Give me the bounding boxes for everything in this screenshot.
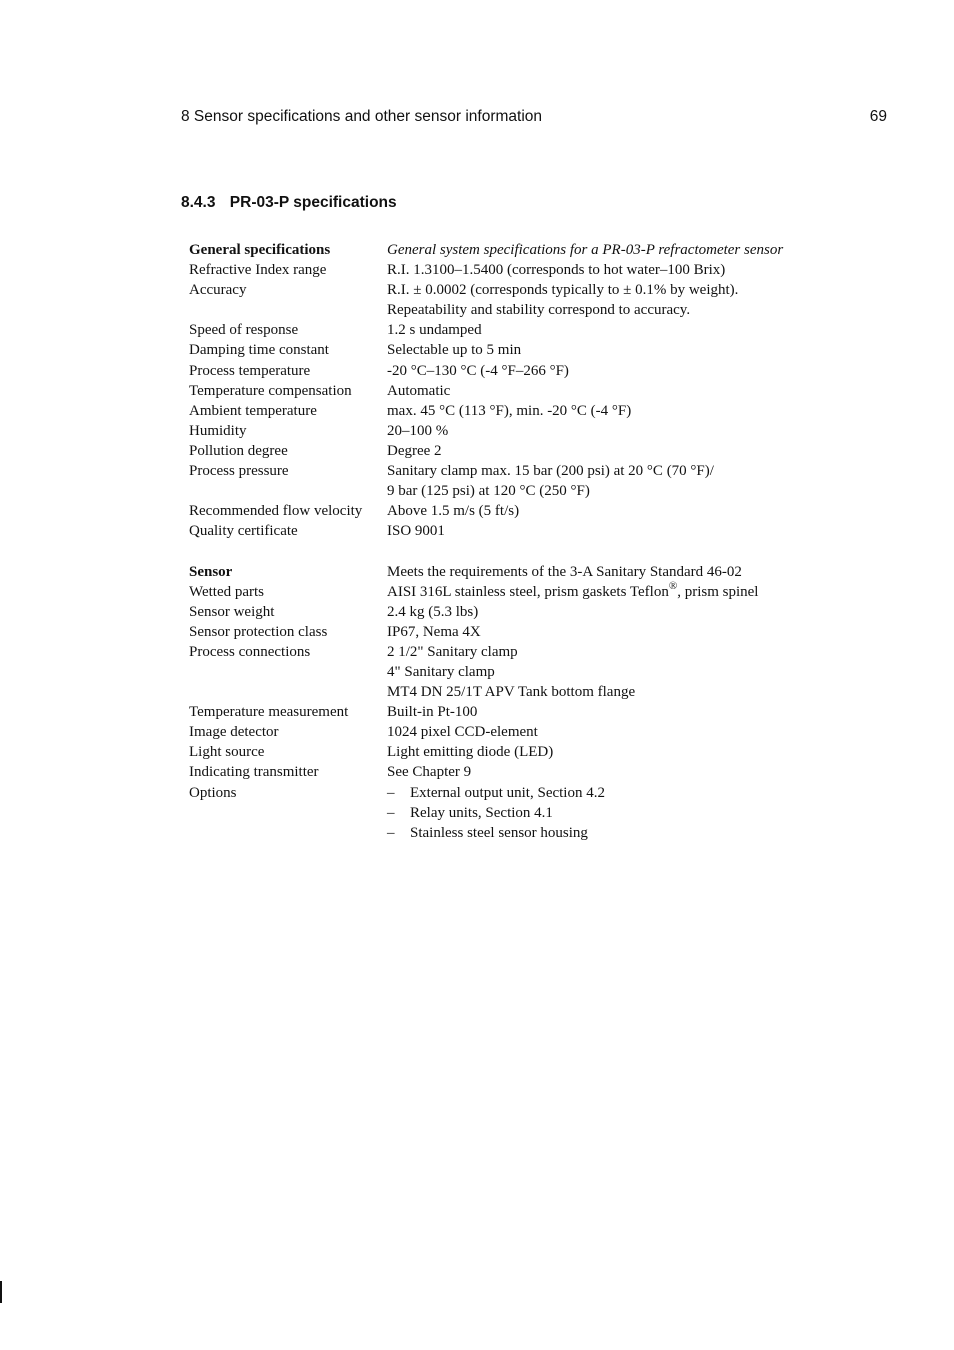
sensor-heading: Sensor (189, 563, 233, 580)
option-text: External output unit, Section 4.2 (410, 784, 605, 801)
spec-value: See Chapter 9 (387, 764, 472, 781)
spec-value: 4" Sanitary clamp (387, 663, 495, 680)
sensor-rows (189, 602, 829, 783)
spec-row (189, 401, 829, 421)
spec-label: Sensor weight (189, 603, 275, 620)
spec-label: Damping time constant (189, 342, 329, 359)
spec-label: Image detector (189, 724, 279, 741)
bullet-dash: – (387, 824, 395, 841)
sensor-heading-row (189, 562, 829, 582)
spec-label: Recommended flow velocity (189, 503, 363, 520)
spec-value: 2 1/2" Sanitary clamp (387, 643, 518, 660)
spec-row (189, 702, 829, 722)
spec-value: Sanitary clamp max. 15 bar (200 psi) at 20 °C (70 °F)/ (387, 463, 714, 480)
option-item (189, 823, 829, 843)
bullet-dash: – (387, 784, 395, 801)
chapter-title: 8 Sensor specifications and other sensor information (181, 108, 543, 125)
spec-label (189, 682, 387, 702)
spec-label: Indicating transmitter (189, 764, 319, 781)
margin-mark (0, 1281, 2, 1303)
spec-label (189, 803, 387, 823)
spec-value: 20–100 % (387, 422, 449, 439)
spec-label: Temperature measurement (189, 704, 349, 721)
spec-label: Pollution degree (189, 442, 288, 459)
spec-row (189, 682, 829, 702)
spec-value: 1.2 s undamped (387, 322, 482, 339)
spec-label: Wetted parts (189, 583, 265, 600)
spec-value: Degree 2 (387, 442, 442, 459)
spec-label (189, 300, 387, 320)
spec-label (189, 823, 387, 843)
spec-row (189, 481, 829, 501)
spec-value: Above 1.5 m/s (5 ft/s) (387, 503, 520, 520)
section-heading (181, 194, 397, 212)
spec-label: Light source (189, 744, 265, 761)
spec-row (189, 662, 829, 682)
spec-value: Built-in Pt-100 (387, 704, 478, 721)
spec-row (189, 742, 829, 762)
spec-row (189, 521, 829, 541)
spec-row (189, 441, 829, 461)
spec-row (189, 722, 829, 742)
sensor-heading-value: Meets the requirements of the 3-A Sanitary Standard 46-02 (387, 563, 742, 580)
spec-value (387, 823, 829, 843)
bullet-dash: – (387, 804, 395, 821)
general-heading-row (189, 240, 829, 260)
spec-row (189, 602, 829, 622)
running-header (181, 108, 887, 126)
spec-label: Speed of response (189, 322, 299, 339)
registered-mark: ® (668, 579, 678, 592)
section-title: PR-03-P specifications (229, 194, 397, 211)
wetted-parts-text-end: , prism spinel (677, 583, 759, 600)
spec-value: 1024 pixel CCD-element (387, 724, 538, 741)
spec-row (189, 461, 829, 481)
spec-row-wetted-parts (189, 579, 829, 602)
spec-label: Options (189, 784, 237, 801)
spec-value: Automatic (387, 382, 451, 399)
spec-label: Quality certificate (189, 523, 298, 540)
spec-value (387, 579, 829, 602)
spec-label (189, 481, 387, 501)
spec-value: max. 45 °C (113 °F), min. -20 °C (-4 °F) (387, 402, 632, 419)
spec-row (189, 280, 829, 300)
spec-label: Process connections (189, 643, 311, 660)
spec-row (189, 642, 829, 662)
option-text: Stainless steel sensor housing (410, 824, 588, 841)
general-heading-value: General system specifications for a PR-03-P refractometer sensor (387, 242, 784, 258)
spec-value: ISO 9001 (387, 523, 445, 540)
spec-row (189, 501, 829, 521)
spec-value: 2.4 kg (5.3 lbs) (387, 603, 479, 620)
spec-value: 9 bar (125 psi) at 120 °C (250 °F) (387, 483, 590, 500)
general-heading: General specifications (189, 242, 331, 258)
spec-label: Humidity (189, 422, 247, 439)
options-list (189, 783, 829, 843)
spec-row (189, 300, 829, 320)
option-item (189, 803, 829, 823)
general-rows (189, 260, 829, 541)
spec-label: Process pressure (189, 463, 289, 480)
spec-row (189, 421, 829, 441)
spec-value: IP67, Nema 4X (387, 623, 481, 640)
spec-row (189, 381, 829, 401)
spec-row (189, 361, 829, 381)
spec-value (387, 803, 829, 823)
spec-value: R.I. ± 0.0002 (corresponds typically to ± 0.1% by weight). (387, 282, 739, 299)
spec-value: MT4 DN 25/1T APV Tank bottom flange (387, 684, 636, 701)
spec-row (189, 260, 829, 280)
spec-label (189, 662, 387, 682)
spec-label: Refractive Index range (189, 262, 327, 279)
page-number: 69 (869, 108, 887, 125)
spec-value: -20 °C–130 °C (-4 °F–266 °F) (387, 362, 569, 379)
spec-value (387, 783, 829, 803)
section-gap (189, 541, 829, 561)
spec-label: Ambient temperature (189, 402, 317, 419)
section-number: 8.4.3 (181, 194, 216, 211)
spec-label: Sensor protection class (189, 623, 328, 640)
spec-value: R.I. 1.3100–1.5400 (corresponds to hot water–100 Brix) (387, 262, 726, 279)
spec-row (189, 762, 829, 782)
spec-value: Selectable up to 5 min (387, 342, 522, 359)
option-text: Relay units, Section 4.1 (410, 804, 553, 821)
spec-row (189, 320, 829, 340)
spec-value: Light emitting diode (LED) (387, 744, 554, 761)
wetted-parts-text: AISI 316L stainless steel, prism gaskets Teflon (387, 583, 669, 600)
option-item (189, 783, 829, 803)
specifications-table (189, 240, 829, 843)
spec-row (189, 340, 829, 360)
spec-label: Accuracy (189, 282, 247, 299)
spec-value: Repeatability and stability correspond to accuracy. (387, 302, 691, 319)
spec-label: Process temperature (189, 362, 311, 379)
spec-label: Temperature compensation (189, 382, 352, 399)
spec-row (189, 622, 829, 642)
